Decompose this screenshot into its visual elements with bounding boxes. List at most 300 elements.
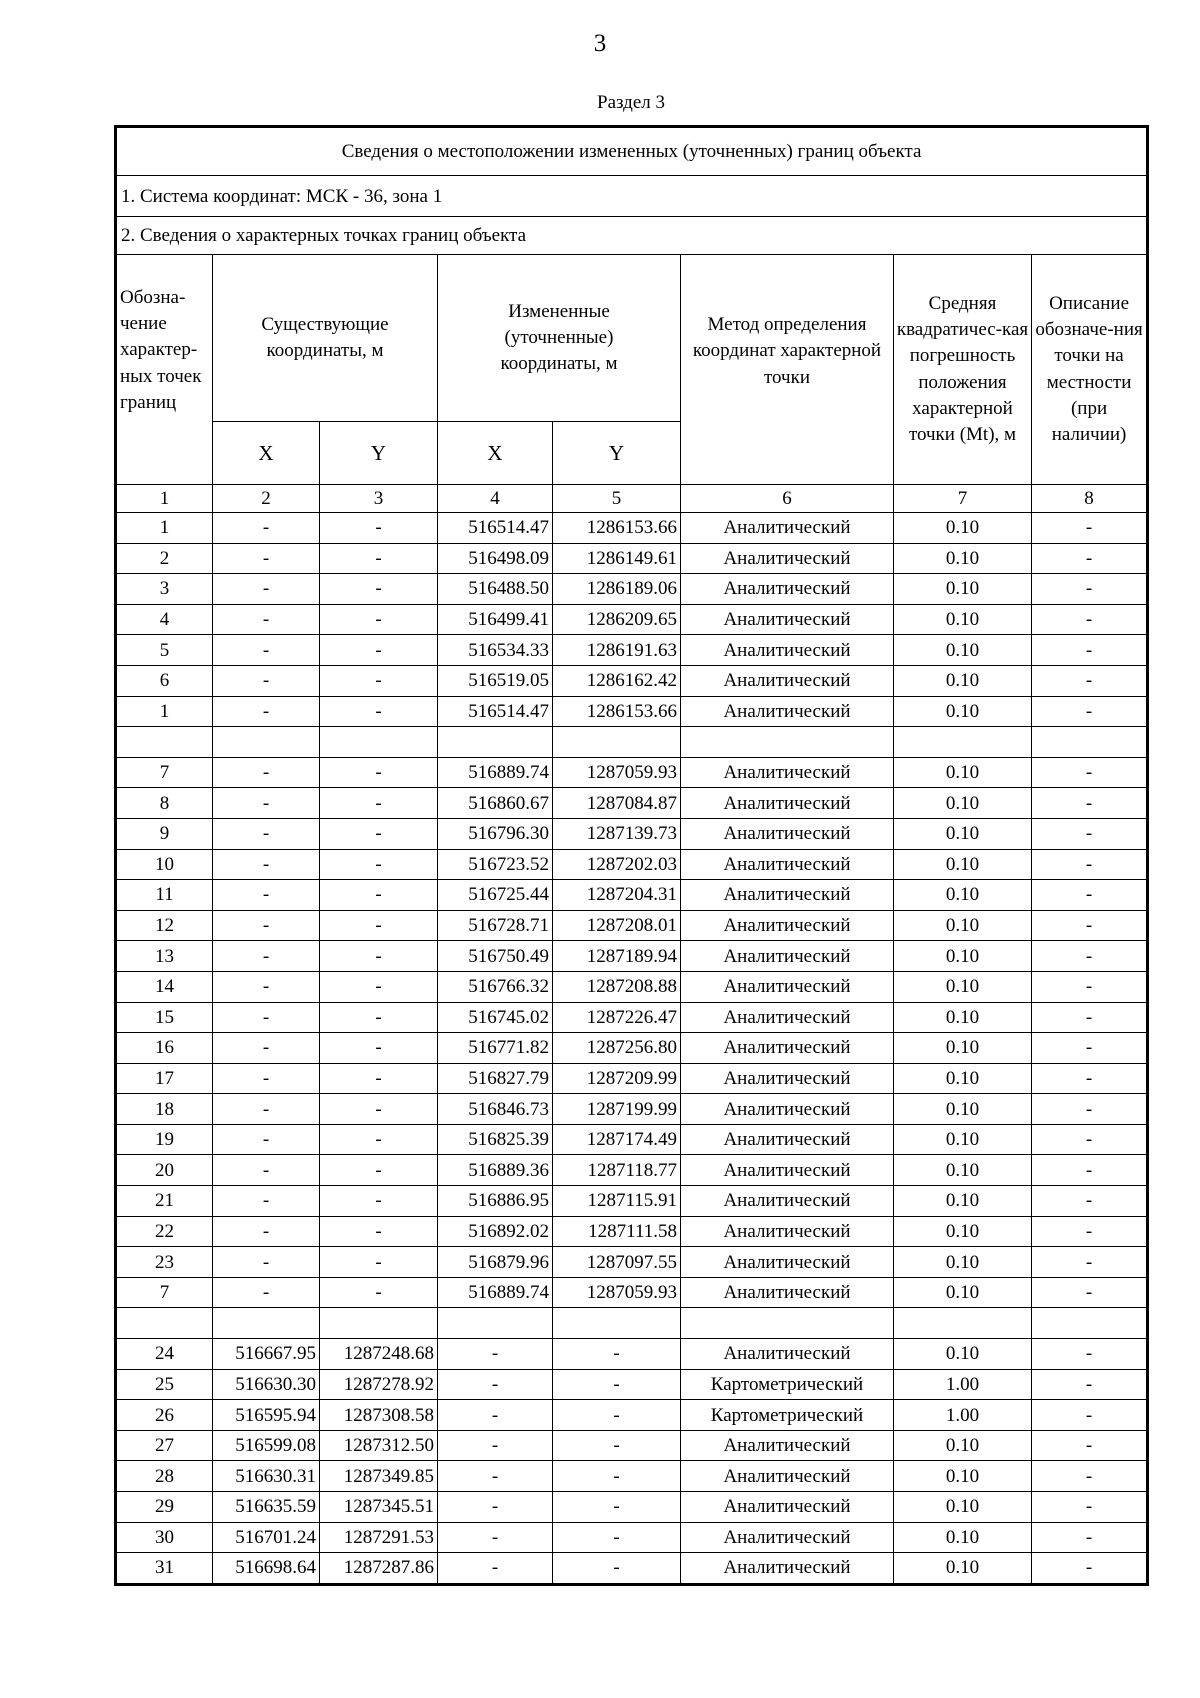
error-cell: 0.10 <box>894 1461 1032 1492</box>
existing-y-cell: - <box>320 574 438 605</box>
existing-y-cell: - <box>320 880 438 911</box>
table-row <box>116 1522 1148 1553</box>
method-cell: Аналитический <box>681 1492 894 1523</box>
table-row <box>116 1155 1148 1186</box>
method-cell: Аналитический <box>681 513 894 544</box>
table-row <box>116 1492 1148 1523</box>
error-cell: 0.10 <box>894 1247 1032 1278</box>
existing-x-cell: 516595.94 <box>213 1400 320 1431</box>
error-cell: 0.10 <box>894 910 1032 941</box>
description-cell: - <box>1032 1430 1148 1461</box>
point-number-cell: 10 <box>116 849 213 880</box>
description-cell: - <box>1032 1492 1148 1523</box>
empty-cell <box>553 1308 681 1339</box>
header-changed-x: X <box>438 422 553 485</box>
table-row <box>116 1430 1148 1461</box>
existing-y-cell: 1287287.86 <box>320 1553 438 1585</box>
changed-y-cell: 1287059.93 <box>553 1277 681 1308</box>
table-row <box>116 543 1148 574</box>
point-number-cell: 18 <box>116 1094 213 1125</box>
error-cell: 0.10 <box>894 635 1032 666</box>
changed-x-cell: 516846.73 <box>438 1094 553 1125</box>
point-number-cell: 19 <box>116 1124 213 1155</box>
point-number-cell: 27 <box>116 1430 213 1461</box>
method-cell: Аналитический <box>681 1522 894 1553</box>
empty-cell <box>320 1308 438 1339</box>
header-point-designation: Обозна-чение характер-ных точек границ <box>116 255 213 485</box>
existing-y-cell: - <box>320 818 438 849</box>
method-cell: Картометрический <box>681 1369 894 1400</box>
error-cell: 0.10 <box>894 696 1032 727</box>
existing-y-cell: 1287312.50 <box>320 1430 438 1461</box>
changed-x-cell: 516488.50 <box>438 574 553 605</box>
table-row <box>116 910 1148 941</box>
changed-x-cell: 516728.71 <box>438 910 553 941</box>
table-title: Сведения о местоположении измененных (уточненных) границ объекта <box>116 127 1148 176</box>
changed-x-cell: - <box>438 1369 553 1400</box>
description-cell: - <box>1032 880 1148 911</box>
table-row <box>116 1277 1148 1308</box>
changed-y-cell: 1287115.91 <box>553 1186 681 1217</box>
changed-y-cell: 1287174.49 <box>553 1124 681 1155</box>
description-cell: - <box>1032 1247 1148 1278</box>
error-cell: 0.10 <box>894 941 1032 972</box>
existing-y-cell: - <box>320 788 438 819</box>
empty-cell <box>1032 727 1148 758</box>
changed-x-cell: 516886.95 <box>438 1186 553 1217</box>
method-cell: Аналитический <box>681 910 894 941</box>
existing-x-cell: - <box>213 757 320 788</box>
point-number-cell: 2 <box>116 543 213 574</box>
error-cell: 0.10 <box>894 513 1032 544</box>
empty-cell <box>553 727 681 758</box>
description-cell: - <box>1032 1033 1148 1064</box>
existing-x-cell: - <box>213 665 320 696</box>
table-body <box>116 485 1148 1585</box>
description-cell: - <box>1032 1216 1148 1247</box>
existing-x-cell: - <box>213 849 320 880</box>
method-cell: Аналитический <box>681 1277 894 1308</box>
existing-y-cell: - <box>320 543 438 574</box>
method-cell: Аналитический <box>681 574 894 605</box>
description-cell: - <box>1032 849 1148 880</box>
existing-x-cell: - <box>213 1277 320 1308</box>
changed-y-cell: 1286162.42 <box>553 665 681 696</box>
empty-cell <box>116 1308 213 1339</box>
existing-x-cell: - <box>213 574 320 605</box>
table-row <box>116 788 1148 819</box>
existing-x-cell: - <box>213 1094 320 1125</box>
empty-cell <box>894 1308 1032 1339</box>
separator-row <box>116 727 1148 758</box>
existing-y-cell: - <box>320 604 438 635</box>
table-row <box>116 971 1148 1002</box>
error-cell: 0.10 <box>894 1033 1032 1064</box>
description-cell: - <box>1032 1369 1148 1400</box>
existing-x-cell: - <box>213 1247 320 1278</box>
existing-x-cell: - <box>213 788 320 819</box>
existing-x-cell: - <box>213 1063 320 1094</box>
point-number-cell: 1 <box>116 513 213 544</box>
existing-y-cell: - <box>320 971 438 1002</box>
description-cell: - <box>1032 635 1148 666</box>
changed-y-cell: 1287199.99 <box>553 1094 681 1125</box>
error-cell: 0.10 <box>894 788 1032 819</box>
changed-y-cell: - <box>553 1339 681 1370</box>
description-cell: - <box>1032 1002 1148 1033</box>
changed-x-cell: - <box>438 1553 553 1585</box>
existing-y-cell: 1287291.53 <box>320 1522 438 1553</box>
table-row <box>116 757 1148 788</box>
column-number: 3 <box>320 485 438 513</box>
changed-y-cell: - <box>553 1430 681 1461</box>
existing-y-cell: - <box>320 696 438 727</box>
existing-y-cell: - <box>320 1002 438 1033</box>
table-row <box>116 1461 1148 1492</box>
changed-x-cell: - <box>438 1492 553 1523</box>
empty-cell <box>320 727 438 758</box>
description-cell: - <box>1032 543 1148 574</box>
error-cell: 0.10 <box>894 574 1032 605</box>
method-cell: Аналитический <box>681 635 894 666</box>
description-cell: - <box>1032 1522 1148 1553</box>
existing-x-cell: - <box>213 1124 320 1155</box>
method-cell: Аналитический <box>681 849 894 880</box>
existing-x-cell: 516635.59 <box>213 1492 320 1523</box>
existing-x-cell: - <box>213 635 320 666</box>
method-cell: Аналитический <box>681 1339 894 1370</box>
header-existing-coordinates: Существующие координаты, м <box>213 255 438 422</box>
method-cell: Аналитический <box>681 1461 894 1492</box>
column-number: 1 <box>116 485 213 513</box>
point-number-cell: 20 <box>116 1155 213 1186</box>
method-cell: Аналитический <box>681 604 894 635</box>
changed-y-cell: 1287097.55 <box>553 1247 681 1278</box>
changed-y-cell: 1286153.66 <box>553 513 681 544</box>
method-cell: Аналитический <box>681 1430 894 1461</box>
changed-y-cell: - <box>553 1400 681 1431</box>
table-row <box>116 1247 1148 1278</box>
table-row <box>116 1339 1148 1370</box>
changed-y-cell: 1287059.93 <box>553 757 681 788</box>
column-number: 7 <box>894 485 1032 513</box>
error-cell: 0.10 <box>894 1492 1032 1523</box>
separator-row <box>116 1308 1148 1339</box>
empty-cell <box>681 727 894 758</box>
description-cell: - <box>1032 665 1148 696</box>
changed-y-cell: 1286149.61 <box>553 543 681 574</box>
error-cell: 0.10 <box>894 1094 1032 1125</box>
table-row <box>116 1216 1148 1247</box>
changed-x-cell: 516796.30 <box>438 818 553 849</box>
point-number-cell: 26 <box>116 1400 213 1431</box>
existing-x-cell: 516698.64 <box>213 1553 320 1585</box>
changed-y-cell: 1287208.01 <box>553 910 681 941</box>
changed-y-cell: - <box>553 1369 681 1400</box>
method-cell: Аналитический <box>681 1216 894 1247</box>
existing-x-cell: - <box>213 910 320 941</box>
point-number-cell: 16 <box>116 1033 213 1064</box>
changed-x-cell: 516892.02 <box>438 1216 553 1247</box>
existing-x-cell: 516630.31 <box>213 1461 320 1492</box>
method-cell: Аналитический <box>681 1247 894 1278</box>
existing-y-cell: - <box>320 1124 438 1155</box>
existing-x-cell: - <box>213 1002 320 1033</box>
description-cell: - <box>1032 574 1148 605</box>
existing-y-cell: - <box>320 1155 438 1186</box>
existing-x-cell: - <box>213 1033 320 1064</box>
empty-cell <box>894 727 1032 758</box>
changed-y-cell: 1287139.73 <box>553 818 681 849</box>
changed-x-cell: 516889.36 <box>438 1155 553 1186</box>
existing-y-cell: - <box>320 849 438 880</box>
point-number-cell: 29 <box>116 1492 213 1523</box>
changed-y-cell: 1287118.77 <box>553 1155 681 1186</box>
empty-cell <box>213 1308 320 1339</box>
changed-y-cell: 1287209.99 <box>553 1063 681 1094</box>
description-cell: - <box>1032 1461 1148 1492</box>
table-row <box>116 513 1148 544</box>
changed-x-cell: 516879.96 <box>438 1247 553 1278</box>
error-cell: 0.10 <box>894 1553 1032 1585</box>
method-cell: Аналитический <box>681 941 894 972</box>
existing-y-cell: - <box>320 665 438 696</box>
changed-x-cell: 516771.82 <box>438 1033 553 1064</box>
point-number-cell: 17 <box>116 1063 213 1094</box>
empty-cell <box>438 1308 553 1339</box>
point-number-cell: 6 <box>116 665 213 696</box>
existing-y-cell: - <box>320 1216 438 1247</box>
changed-x-cell: 516723.52 <box>438 849 553 880</box>
changed-y-cell: 1287189.94 <box>553 941 681 972</box>
table-row <box>116 1063 1148 1094</box>
method-cell: Аналитический <box>681 1124 894 1155</box>
header-existing-y: Y <box>320 422 438 485</box>
header-existing-x: X <box>213 422 320 485</box>
changed-y-cell: 1287226.47 <box>553 1002 681 1033</box>
method-cell: Аналитический <box>681 788 894 819</box>
header-changed-y: Y <box>553 422 681 485</box>
method-cell: Аналитический <box>681 971 894 1002</box>
point-number-cell: 11 <box>116 880 213 911</box>
point-number-cell: 24 <box>116 1339 213 1370</box>
point-number-cell: 8 <box>116 788 213 819</box>
table-row <box>116 1369 1148 1400</box>
error-cell: 0.10 <box>894 1339 1032 1370</box>
existing-x-cell: - <box>213 1186 320 1217</box>
description-cell: - <box>1032 1400 1148 1431</box>
table-row <box>116 1186 1148 1217</box>
error-cell: 1.00 <box>894 1369 1032 1400</box>
error-cell: 0.10 <box>894 604 1032 635</box>
method-cell: Аналитический <box>681 665 894 696</box>
method-cell: Аналитический <box>681 757 894 788</box>
empty-cell <box>681 1308 894 1339</box>
existing-x-cell: - <box>213 696 320 727</box>
existing-y-cell: - <box>320 757 438 788</box>
changed-x-cell: 516519.05 <box>438 665 553 696</box>
error-cell: 0.10 <box>894 757 1032 788</box>
description-cell: - <box>1032 1339 1148 1370</box>
description-cell: - <box>1032 696 1148 727</box>
empty-cell <box>213 727 320 758</box>
point-number-cell: 7 <box>116 757 213 788</box>
description-cell: - <box>1032 818 1148 849</box>
existing-x-cell: 516630.30 <box>213 1369 320 1400</box>
existing-y-cell: - <box>320 910 438 941</box>
header-method: Метод определения координат характерной точки <box>681 255 894 485</box>
existing-y-cell: - <box>320 513 438 544</box>
method-cell: Аналитический <box>681 1155 894 1186</box>
changed-x-cell: 516514.47 <box>438 696 553 727</box>
existing-x-cell: - <box>213 818 320 849</box>
changed-x-cell: 516499.41 <box>438 604 553 635</box>
method-cell: Аналитический <box>681 1186 894 1217</box>
method-cell: Аналитический <box>681 818 894 849</box>
error-cell: 0.10 <box>894 880 1032 911</box>
boundary-points-table <box>114 125 1149 1586</box>
existing-x-cell: 516701.24 <box>213 1522 320 1553</box>
error-cell: 0.10 <box>894 1124 1032 1155</box>
point-number-cell: 13 <box>116 941 213 972</box>
method-cell: Аналитический <box>681 1094 894 1125</box>
description-cell: - <box>1032 1063 1148 1094</box>
error-cell: 0.10 <box>894 1186 1032 1217</box>
changed-y-cell: 1286153.66 <box>553 696 681 727</box>
table-row <box>116 665 1148 696</box>
method-cell: Аналитический <box>681 543 894 574</box>
header-description: Описание обозначе-ния точки на местности (при наличии) <box>1032 255 1148 485</box>
description-cell: - <box>1032 604 1148 635</box>
description-cell: - <box>1032 1186 1148 1217</box>
changed-x-cell: 516745.02 <box>438 1002 553 1033</box>
changed-y-cell: 1287202.03 <box>553 849 681 880</box>
existing-y-cell: - <box>320 1033 438 1064</box>
column-number: 2 <box>213 485 320 513</box>
header-error: Средняя квадратичес-кая погрешность положения характерной точки (Mt), м <box>894 255 1032 485</box>
changed-x-cell: 516514.47 <box>438 513 553 544</box>
error-cell: 0.10 <box>894 543 1032 574</box>
existing-y-cell: - <box>320 1277 438 1308</box>
changed-x-cell: 516534.33 <box>438 635 553 666</box>
table-row <box>116 1124 1148 1155</box>
table-row <box>116 1094 1148 1125</box>
error-cell: 0.10 <box>894 1216 1032 1247</box>
existing-y-cell: - <box>320 941 438 972</box>
point-number-cell: 31 <box>116 1553 213 1585</box>
method-cell: Картометрический <box>681 1400 894 1431</box>
table-row <box>116 574 1148 605</box>
table-row <box>116 1002 1148 1033</box>
point-number-cell: 5 <box>116 635 213 666</box>
changed-y-cell: 1287111.58 <box>553 1216 681 1247</box>
existing-y-cell: 1287345.51 <box>320 1492 438 1523</box>
error-cell: 0.10 <box>894 1002 1032 1033</box>
method-cell: Аналитический <box>681 1063 894 1094</box>
header-changed-coordinates: Измененные (уточненные) координаты, м <box>438 255 681 422</box>
description-cell: - <box>1032 788 1148 819</box>
error-cell: 0.10 <box>894 1430 1032 1461</box>
method-cell: Аналитический <box>681 880 894 911</box>
point-number-cell: 30 <box>116 1522 213 1553</box>
changed-x-cell: 516825.39 <box>438 1124 553 1155</box>
changed-x-cell: 516498.09 <box>438 543 553 574</box>
point-number-cell: 7 <box>116 1277 213 1308</box>
description-cell: - <box>1032 1553 1148 1585</box>
table-row <box>116 941 1148 972</box>
existing-y-cell: 1287308.58 <box>320 1400 438 1431</box>
column-number: 6 <box>681 485 894 513</box>
description-cell: - <box>1032 971 1148 1002</box>
existing-y-cell: 1287278.92 <box>320 1369 438 1400</box>
error-cell: 1.00 <box>894 1400 1032 1431</box>
error-cell: 0.10 <box>894 665 1032 696</box>
column-number: 4 <box>438 485 553 513</box>
description-cell: - <box>1032 1277 1148 1308</box>
changed-x-cell: - <box>438 1430 553 1461</box>
changed-y-cell: 1287204.31 <box>553 880 681 911</box>
changed-y-cell: 1287084.87 <box>553 788 681 819</box>
point-number-cell: 28 <box>116 1461 213 1492</box>
point-number-cell: 15 <box>116 1002 213 1033</box>
changed-y-cell: - <box>553 1492 681 1523</box>
existing-y-cell: 1287349.85 <box>320 1461 438 1492</box>
changed-x-cell: - <box>438 1461 553 1492</box>
changed-x-cell: 516750.49 <box>438 941 553 972</box>
table-row <box>116 1553 1148 1585</box>
point-number-cell: 12 <box>116 910 213 941</box>
existing-x-cell: - <box>213 1216 320 1247</box>
description-cell: - <box>1032 1155 1148 1186</box>
table-row <box>116 635 1148 666</box>
empty-cell <box>1032 1308 1148 1339</box>
error-cell: 0.10 <box>894 1277 1032 1308</box>
changed-y-cell: 1287208.88 <box>553 971 681 1002</box>
existing-y-cell: - <box>320 1247 438 1278</box>
empty-cell <box>438 727 553 758</box>
changed-y-cell: 1286189.06 <box>553 574 681 605</box>
coordinate-system: 1. Система координат: МСК - 36, зона 1 <box>116 176 1148 217</box>
existing-y-cell: - <box>320 1186 438 1217</box>
error-cell: 0.10 <box>894 818 1032 849</box>
description-cell: - <box>1032 1124 1148 1155</box>
changed-y-cell: 1287256.80 <box>553 1033 681 1064</box>
existing-x-cell: - <box>213 543 320 574</box>
point-number-cell: 4 <box>116 604 213 635</box>
existing-y-cell: - <box>320 1063 438 1094</box>
point-number-cell: 1 <box>116 696 213 727</box>
empty-cell <box>116 727 213 758</box>
column-numbers-row <box>116 485 1148 513</box>
table-row <box>116 849 1148 880</box>
method-cell: Аналитический <box>681 1033 894 1064</box>
existing-x-cell: 516667.95 <box>213 1339 320 1370</box>
table-row <box>116 818 1148 849</box>
method-cell: Аналитический <box>681 696 894 727</box>
column-number: 5 <box>553 485 681 513</box>
table-row <box>116 1400 1148 1431</box>
point-number-cell: 23 <box>116 1247 213 1278</box>
changed-x-cell: - <box>438 1400 553 1431</box>
existing-y-cell: - <box>320 1094 438 1125</box>
error-cell: 0.10 <box>894 849 1032 880</box>
table-row <box>116 880 1148 911</box>
changed-y-cell: - <box>553 1522 681 1553</box>
existing-y-cell: - <box>320 635 438 666</box>
changed-x-cell: 516860.67 <box>438 788 553 819</box>
existing-x-cell: - <box>213 880 320 911</box>
method-cell: Аналитический <box>681 1002 894 1033</box>
